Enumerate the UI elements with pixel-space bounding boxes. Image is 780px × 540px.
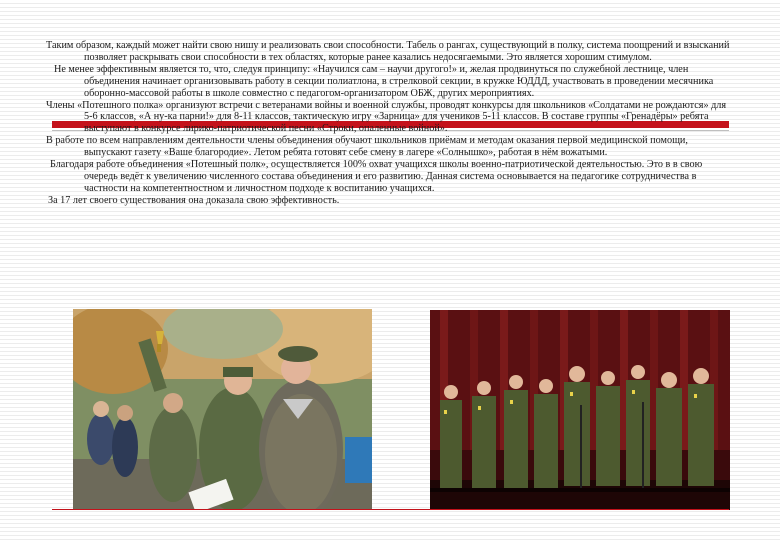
- paragraph-events: Члены «Потешного полка» организуют встречи с ветеранами войны и военной службы, проводят конкурсы для школьников «Солдатами не рождаются» для 5-6 классов, «А ну-ка парни!» для 8-11 классов, тактическую игру «Зарница» для учеников 5-11 классов. В составе группы «Гренадёры» ребята выступают в конкурсе лирико-патриотической песни «Строки, опаленные войной».: [46, 99, 727, 135]
- paragraph-teach-others: Не менее эффективным является то, что, следуя принципу: «Научился сам – научи другого!» и, желая продвинуться по служебной лестнице, член объединения начинает организовывать работу в секции полиатлона, в стрелковой секции, в кружке ЮДДД, участвовать в проведении месячника оборонно-массовой работы в школе совместно с педагогом-организатором ОБЖ, других мероприятиях.: [54, 63, 714, 99]
- red-bottom-line: [52, 509, 729, 510]
- paragraph-coverage: Благодаря работе объединения «Потешный полк», осуществляется 100% охват учащихся школы военно-патриотической деятельностью. Это в в свою очередь ведёт к увеличению численного состава объединения и его развитию. Данная система основывается на педагогике сотрудничества в частности на компетентностном и личностном подходе к воспитанию учащихся.: [50, 159, 703, 194]
- paragraph-rank-table: Таким образом, каждый может найти свою нишу и реализовать свои способности. Табель о рангах, существующий в полку, система поощрений и взысканий позволяет раскрывать свои способности в тех областях, которые ранее казались недосягаемыми. Это является хорошим стимулом.: [46, 40, 730, 63]
- photo-award-ceremony: [73, 309, 372, 510]
- paragraph-first-aid: В работе по всем направлениям деятельности члены объединения обучают школьников приёмам и методам оказания первой медицинской помощи, выпускают газету «Ваше благородие». Летом ребята готовят себе смену в лагере «Солнышко», работая в нём вожатыми.: [46, 135, 688, 159]
- body-text: [46, 40, 736, 207]
- paragraph-conclusion: За 17 лет своего существования она доказала свою эффективность.: [48, 194, 340, 206]
- photo-stage-performance: [430, 310, 730, 510]
